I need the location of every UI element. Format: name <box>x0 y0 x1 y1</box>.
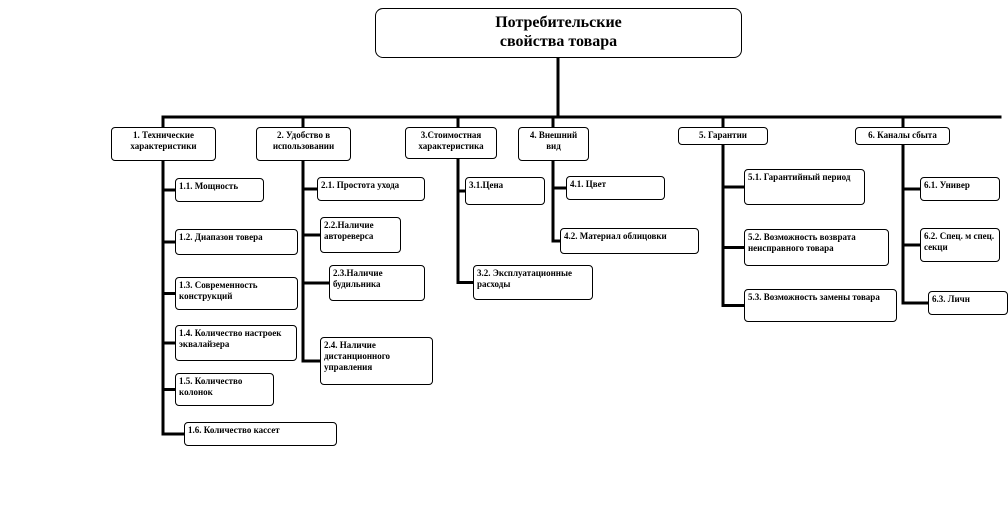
root-title-line2: свойства товара <box>499 33 618 50</box>
item-node-1-6: 1.6. Количество кассет <box>184 422 337 446</box>
item-node-3-1: 3.1.Цена <box>465 177 545 205</box>
item-node-5-1: 5.1. Гарантийный период <box>744 169 865 205</box>
item-node-5-3: 5.3. Возможность замены товара <box>744 289 897 322</box>
category-node-5: 5. Гарантии <box>678 127 768 145</box>
item-node-6-3: 6.3. Личн <box>928 291 1008 315</box>
category-node-1: 1. Технические характеристики <box>111 127 216 161</box>
category-node-3: 3.Стоимостная характеристика <box>405 127 497 159</box>
item-node-2-3: 2.3.Наличие будильника <box>329 265 425 301</box>
item-node-2-2: 2.2.Наличие автореверса <box>320 217 401 253</box>
root-node <box>375 8 742 58</box>
item-node-1-3: 1.3. Современность конструкций <box>175 277 298 310</box>
item-node-6-2: 6.2. Спец. м спец. секци <box>920 228 1000 262</box>
item-node-2-1: 2.1. Простота ухода <box>317 177 425 201</box>
item-node-4-1: 4.1. Цвет <box>566 176 665 200</box>
item-node-1-4: 1.4. Количество настроек эквалайзера <box>175 325 297 361</box>
item-node-1-1: 1.1. Мощность <box>175 178 264 202</box>
item-node-4-2: 4.2. Материал облицовки <box>560 228 699 254</box>
item-node-2-4: 2.4. Наличие дистанционного управления <box>320 337 433 385</box>
category-node-2: 2. Удобство в использовании <box>256 127 351 161</box>
item-node-1-5: 1.5. Количество колонок <box>175 373 274 406</box>
category-node-6: 6. Каналы сбыта <box>855 127 950 145</box>
item-node-5-2: 5.2. Возможность возврата неисправного товара <box>744 229 889 266</box>
category-node-4: 4. Внешний вид <box>518 127 589 161</box>
item-node-3-2: 3.2. Эксплуатационные расходы <box>473 265 593 300</box>
item-node-6-1: 6.1. Универ <box>920 177 1000 201</box>
root-title-line1: Потребительские <box>495 14 622 31</box>
item-node-1-2: 1.2. Диапазон товера <box>175 229 298 255</box>
